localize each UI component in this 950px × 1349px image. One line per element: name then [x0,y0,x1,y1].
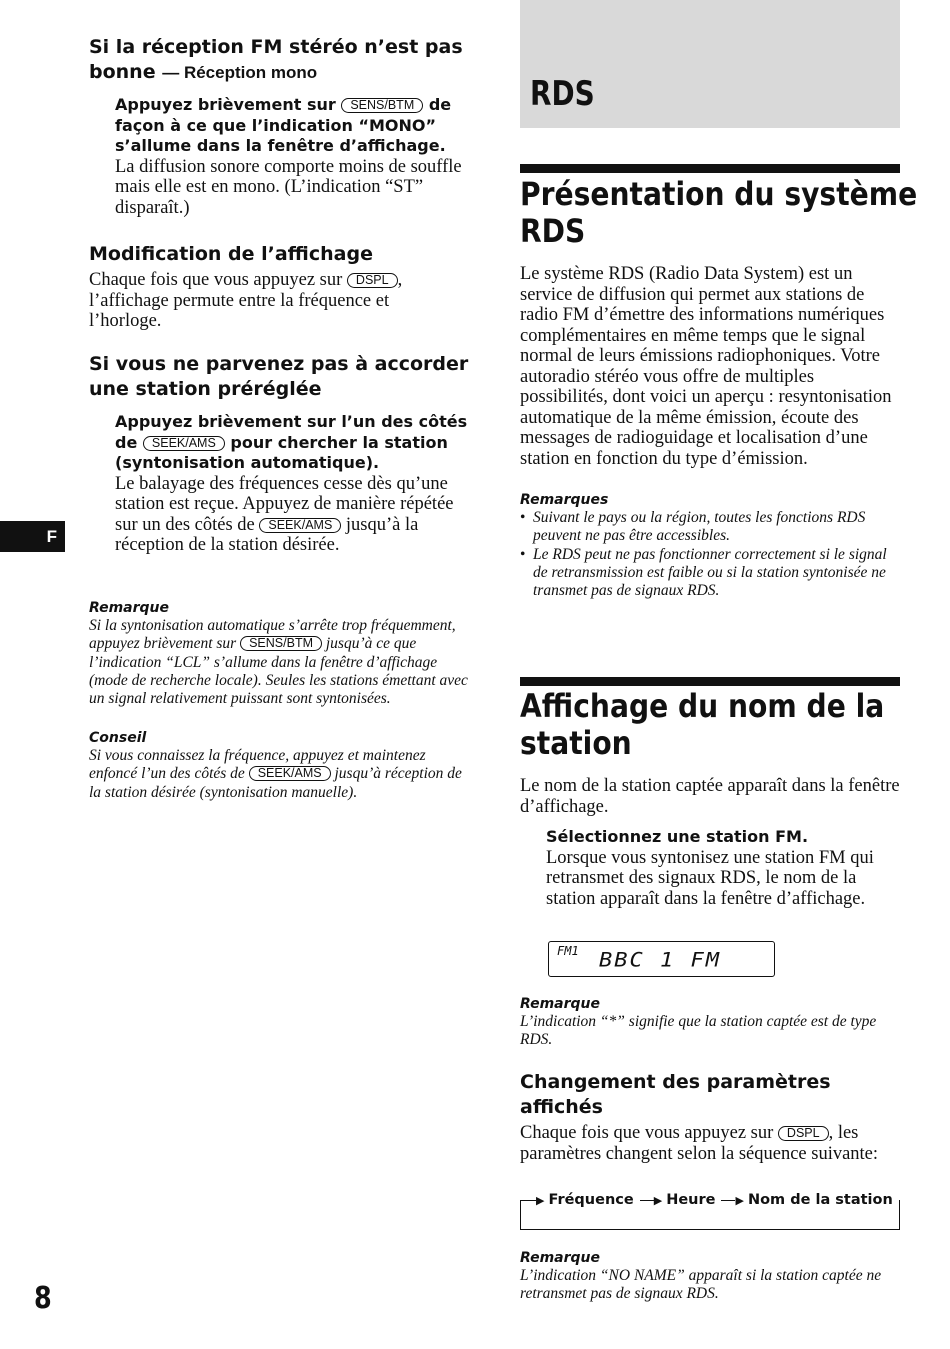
station-remark-text: L’indication “*” signifie que la station captée est de type RDS. [520,1013,877,1049]
display-section [89,242,449,332]
sequence-item: Heure [666,1192,716,1208]
station-name-section [520,688,900,909]
left-remark [89,599,474,708]
overview-body: Le système RDS (Radio Data System) est un service de diffusion qui permet aux stations de radio FM d’émettre des informations numériques complémentaires en même temps que le signal normal de leurs émissions radiophoniques. Votre autoradio stéréo vous offre de multiples possibilités, dont voici un aperçu : resyntonisation automatique de la même émission, écoute des messages de radioguidage et localisation d’une station en fonction du type d’émission. [520,264,892,469]
overview-section [520,175,918,600]
overview-heading-line2: RDS [520,212,586,250]
sequence-item: Nom de la station [747,1192,893,1208]
params-body: Chaque fois que vous appuyez sur DSPL , les paramètres changent selon la séquence suivante: [520,1123,879,1164]
dspl-button-label: DSPL [347,273,398,288]
overview-remarks-list [520,509,900,600]
left-remark-title: Remarque [89,600,170,616]
mono-step: Appuyez brièvement sur SENS/BTM de façon à ce que l’indication “MONO” s’allume dans la fenêtre d’affichage. [115,95,452,155]
list-item: • Suivant le pays ou la région, toutes les fonctions RDS peuvent ne pas être accessibles. [520,509,900,546]
left-remark-text: Si la syntonisation automatique s’arrête trop fréquemment, appuyez brièvement sur SENS/BTM jusqu’à ce que l’indication “LCL” s’allume dans la fenêtre d’affichage (mode de recherche locale). Seules les stations émettant avec un signal relativement puissant sont syntonisées. [89,617,468,708]
station-heading-line1: Affichage du nom de la [520,687,885,725]
dspl-button-label: DSPL [778,1126,829,1141]
sequence-item: Fréquence [548,1192,634,1208]
display-heading: Modification de l’affichage [89,243,373,265]
sens-btm-button-label: SENS/BTM [240,636,322,651]
rds-header-band [520,0,900,128]
arrow-right-icon: ▶ [536,1194,545,1207]
display-sequence [520,1188,900,1212]
rds-header-title: RDS [530,74,595,114]
params-remark-title: Remarque [520,1250,601,1266]
params-heading-line2: affichés [520,1096,603,1118]
station-heading-line2: station [520,724,632,762]
params-remark [520,1249,900,1304]
arrow-right-icon: ▶ [653,1194,663,1207]
mono-body: La diffusion sonore comporte moins de souffle mais elle est en mono. (L’indication “ST” disparaît.) [115,156,462,218]
overview-remarks-title: Remarques [520,492,609,508]
lcd-display [548,941,775,977]
params-section [520,1070,900,1164]
list-item: • Le RDS peut ne pas fonctionner correctement si le signal de retransmission est faible ou si la station syntonisée ne transmet pas de signaux RDS. [520,546,900,601]
station-step-body: Lorsque vous syntonisez une station FM qui retransmet des signaux RDS, le nom de la station apparaît dans la fenêtre d’affichage. [546,847,874,909]
display-body: Chaque fois que vous appuyez sur DSPL , l’affichage permute entre la fréquence et l’horloge. [89,270,403,331]
tip-title: Conseil [89,730,147,746]
preset-heading: Si vous ne parvenez pas à accorder une station préréglée [89,353,469,400]
seek-ams-button-label: SEEK/AMS [143,436,225,451]
params-heading-line1: Changement des paramètres [520,1071,831,1093]
preset-step: Appuyez brièvement sur l’un des côtés de SEEK/AMS pour chercher la station (syntonisation automatique). [115,412,468,472]
arrow-right-icon: ▶ [735,1194,744,1207]
lcd-band: FM1 [557,944,579,958]
overview-heading-line1: Présentation du système [520,175,918,213]
sens-btm-button-label: SENS/BTM [341,98,423,113]
preset-body: Le balayage des fréquences cesse dès qu’une station est reçue. Appuyez de manière répétée sur un des côtés de SEEK/AMS jusqu’à la réception de la station désirée. [115,473,454,555]
seek-ams-button-label: SEEK/AMS [259,518,341,533]
station-intro: Le nom de la station captée apparaît dans la fenêtre d’affichage. [520,776,900,817]
mono-heading: Si la réception FM stéréo n’est pas bonne — Réception mono [89,36,463,83]
station-remark [520,995,900,1050]
station-step: Sélectionnez une station FM. [546,827,809,846]
left-tip [89,729,474,802]
section-divider [520,677,900,686]
seek-ams-button-label: SEEK/AMS [249,766,331,781]
params-remark-text: L’indication “NO NAME” apparaît si la station captée ne retransmet pas de signaux RDS. [520,1267,882,1303]
preset-section [89,352,469,556]
tip-text: Si vous connaissez la fréquence, appuyez et maintenez enfoncé l’un des côtés de SEEK/AMS jusqu’à réception de la station désirée (syntonisation manuelle). [89,747,462,801]
page-number: 8 [34,1281,52,1316]
station-remark-title: Remarque [520,996,601,1012]
language-tab: F [0,521,65,552]
lcd-station-name: BBC 1 FM [599,949,721,972]
mono-section [89,35,469,218]
section-divider [520,164,900,173]
